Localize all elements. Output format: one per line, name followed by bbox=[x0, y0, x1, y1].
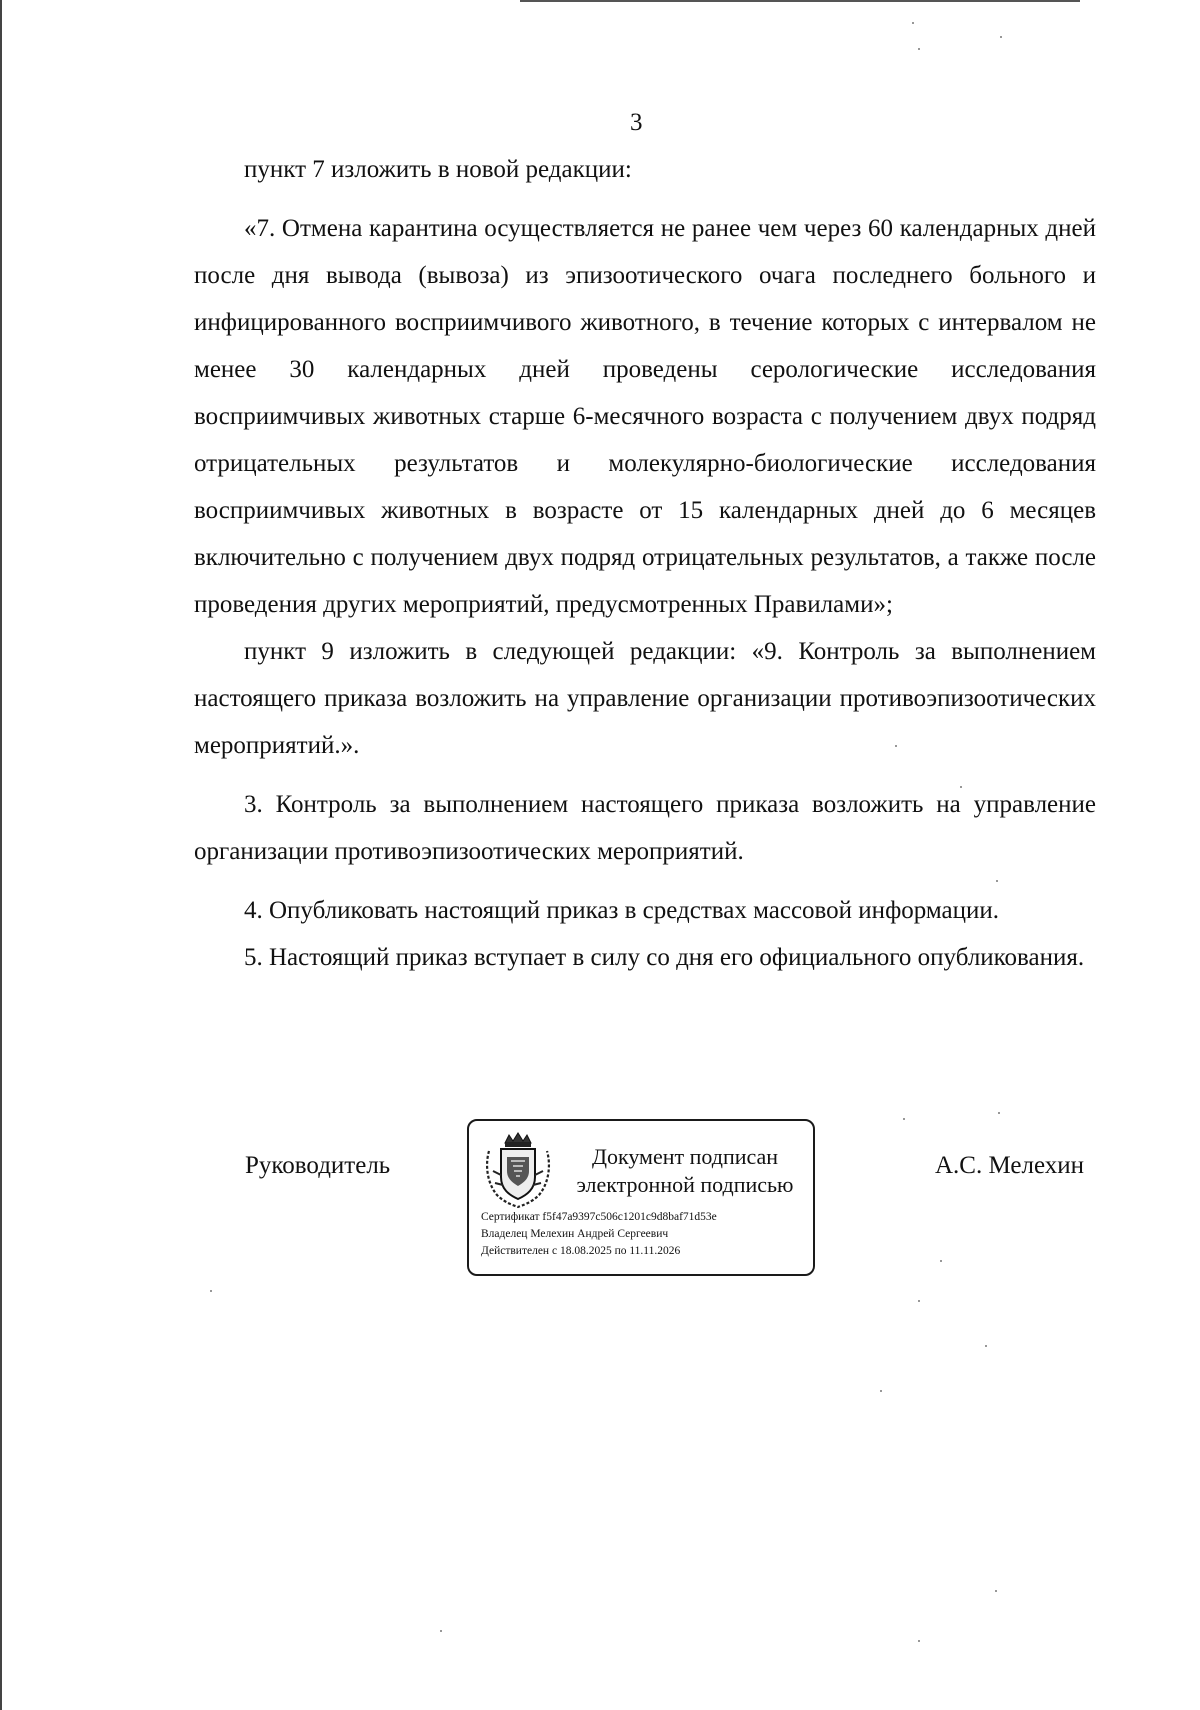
stamp-heading-line-1: Документ подписан bbox=[591, 1144, 779, 1169]
paragraph-item-3: 3. Контроль за выполнением настоящего приказа возложить на управление организации противоэпизоотических мероприятий. bbox=[194, 791, 1096, 865]
stamp-heading bbox=[565, 1143, 805, 1199]
paragraph-item-4: 4. Опубликовать настоящий приказ в средствах массовой информации. bbox=[244, 897, 1000, 924]
paragraph-amend-point-7: пункт 7 изложить в новой редакции: bbox=[244, 156, 632, 183]
scan-speck bbox=[903, 1118, 905, 1120]
paragraph-point-7-text: «7. Отмена карантина осуществляется не ранее чем через 60 календарных дней после дня вывода (вывоза) из эпизоотического очага последнего больного и инфицированного восприимчивого животного, в течение которых с интервалом не менее 30 календарных дней проведены серологические исследования восприимчивых животных старше 6-месячного возраста с получением двух подряд отрицательных результатов и молекулярно-биологические исследования восприимчивых животных в возрасте от 15 календарных дней до 6 месяцев включительно с получением двух подряд отрицательных результатов, а также после проведения других мероприятий, предусмотренных Правилами»; bbox=[194, 215, 1096, 618]
signatory-name: А.С. Мелехин bbox=[935, 1152, 1084, 1179]
scan-speck bbox=[998, 1112, 1000, 1114]
document-body bbox=[194, 146, 1096, 981]
scan-speck bbox=[996, 880, 998, 882]
scan-speck bbox=[960, 786, 962, 788]
electronic-signature-stamp bbox=[467, 1119, 815, 1276]
stamp-owner: Владелец Мелехин Андрей Сергеевич bbox=[481, 1228, 669, 1240]
signatory-title: Руководитель bbox=[245, 1152, 391, 1179]
paragraph-item-5: 5. Настоящий приказ вступает в силу со дня его официального опубликования. bbox=[244, 944, 1085, 971]
scan-speck bbox=[440, 1630, 442, 1632]
scan-speck bbox=[940, 1260, 942, 1262]
stamp-certificate: Сертификат f5f47a9397c506c1201c9d8baf71d53e bbox=[481, 1211, 717, 1223]
scan-speck bbox=[995, 1590, 997, 1592]
scan-speck bbox=[895, 745, 897, 747]
stamp-details bbox=[481, 1209, 811, 1260]
stamp-validity: Действителен с 18.08.2025 по 11.11.2026 bbox=[481, 1245, 681, 1257]
scan-edge-top bbox=[520, 0, 1080, 2]
scan-speck bbox=[918, 1640, 920, 1642]
coat-of-arms-icon bbox=[483, 1131, 553, 1209]
stamp-heading-line-2: электронной подписью bbox=[576, 1172, 794, 1197]
scan-speck bbox=[1000, 36, 1002, 38]
scan-speck bbox=[912, 22, 914, 24]
scan-speck bbox=[880, 1390, 882, 1392]
paragraph-amend-point-9: пункт 9 изложить в следующей редакции: «9. Контроль за выполнением настоящего приказа возложить на управление организации противоэпизоотических мероприятий.». bbox=[194, 638, 1096, 759]
scan-speck bbox=[918, 1300, 920, 1302]
scan-edge-left bbox=[0, 0, 2, 1710]
scan-speck bbox=[210, 1290, 212, 1292]
page-number: 3 bbox=[630, 109, 643, 136]
scan-speck bbox=[918, 48, 920, 50]
scan-speck bbox=[985, 1345, 987, 1347]
